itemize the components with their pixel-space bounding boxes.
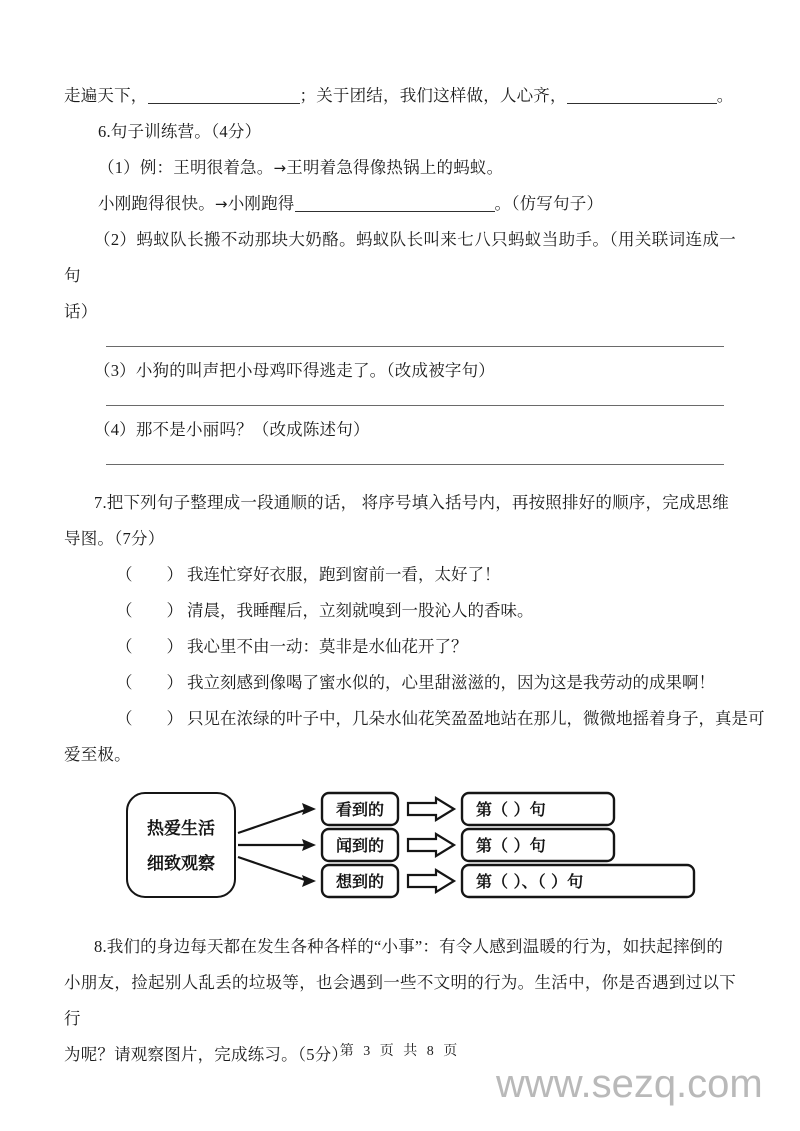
diagram-root-line-2: 细致观察 [147,854,215,874]
question-7-heading-line-2: 导图。（7分） [64,529,165,548]
list-item-text: 我立刻感到像喝了蜜水似的，心里甜滋滋的，因为这是我劳动的成果啊！ [187,673,715,692]
blank-input-1[interactable] [148,103,300,104]
diagram-result-2: 第（ ）句 [476,836,546,855]
question-8-line-2: 小朋友，捡起别人乱丢的垃圾等，也会遇到一些不文明的行为。生活中，你是否遇到过以下行 [64,973,736,1028]
list-item-text: 只见在浓绿的叶子中，几朵水仙花笑盈盈地站在那儿，微微地摇着身子，真是可 [187,709,765,728]
bracket-close: ） [166,565,183,584]
mind-map-diagram [64,781,736,909]
question-6-item-1-example [64,150,736,186]
question-6-item-2: （2）蚂蚁队长搬不动那块大奶酪。蚂蚁队长叫来七八只蚂蚁当助手。（用关联词连成一句 [64,230,736,285]
arrow-right-icon: → [273,159,287,177]
list-item-text: 我心里不由一动：莫非是水仙花开了？ [187,637,468,656]
site-watermark: www.sezq.com [496,1062,763,1106]
q6-item1-rest: 王明着急得像热锅上的蚂蚁。 [286,158,504,177]
spacer [64,471,736,485]
spacer [64,909,736,929]
blank-input-3[interactable] [295,211,495,212]
bracket-close: ） [166,637,183,656]
bracket-close: ） [166,601,183,620]
carryover-prefix: 走遍天下， [64,86,148,105]
q6-item1b-prefix: 小刚跑得很快。 [98,194,215,213]
diagram-result-1: 第（ ）句 [476,800,546,819]
blank-input-2[interactable] [567,103,717,104]
question-6-item-1-answer [64,186,736,222]
question-7-list-item [64,557,736,593]
q6-item1-label: （1）例：王明很着急。 [98,158,274,177]
page-content [64,78,765,1073]
carryover-middle: ；关于团结，我们这样做，人心齐， [299,86,567,105]
question-8-line-1: 8.我们的身边每天都在发生各种各样的“小事”：有令人感到温暖的行为，如扶起摔倒的 [94,937,724,956]
q6-item1b-mid: 小刚跑得 [227,194,295,213]
bracket-close: ） [166,709,183,728]
diagram-branch-label-2: 闻到的 [335,836,385,855]
diagram-branch-label-3: 想到的 [335,872,385,891]
bracket-open: （ [116,673,133,692]
carryover-fill-line [64,78,736,114]
question-6-item-2-cont: 话） [64,302,98,321]
q6-item1b-suffix: 。（仿写句子） [494,194,604,213]
question-7-list-item [64,629,736,665]
bracket-open: （ [116,601,133,620]
question-7-heading-line-1: 7.把下列句子整理成一段通顺的话， 将序号填入括号内，再按照排好的顺序，完成思维 [94,493,729,512]
question-6-item-4: （4）那不是小丽吗？（改成陈述句） [94,420,370,439]
bracket-open: （ [116,565,133,584]
question-7-list-item-cont: 爱至极。 [64,745,131,764]
answer-rule-3[interactable] [106,464,724,465]
bracket-close: ） [166,673,183,692]
question-6-item-3: （3）小狗的叫声把小母鸡吓得逃走了。（改成被字句） [94,361,495,380]
question-7-list-item [64,701,765,737]
diagram-branch-label-1: 看到的 [335,800,385,819]
diagram-root-line-1: 热爱生活 [147,819,215,839]
bracket-open: （ [116,637,133,656]
question-6-heading: 6.句子训练营。（4分） [98,122,262,141]
arrow-right-icon-2: → [214,195,228,213]
bracket-open: （ [116,709,133,728]
question-8-line-3: 为呢？请观察图片，完成练习。（5分） [64,1045,349,1064]
diagram-result-3: 第（ ）、（ ）句 [476,872,584,891]
carryover-suffix: 。 [716,86,734,105]
question-7-list-item [64,665,736,701]
list-item-text: 清晨，我睡醒后，立刻就嗅到一股沁人的香味。 [187,601,534,620]
answer-rule-2[interactable] [106,405,724,406]
answer-rule-1[interactable] [106,346,724,347]
page-footer: 第 3 页 共 8 页 [339,1044,461,1059]
question-7-list-item [64,593,736,629]
list-item-text: 我连忙穿好衣服，跑到窗前一看，太好了！ [187,565,501,584]
